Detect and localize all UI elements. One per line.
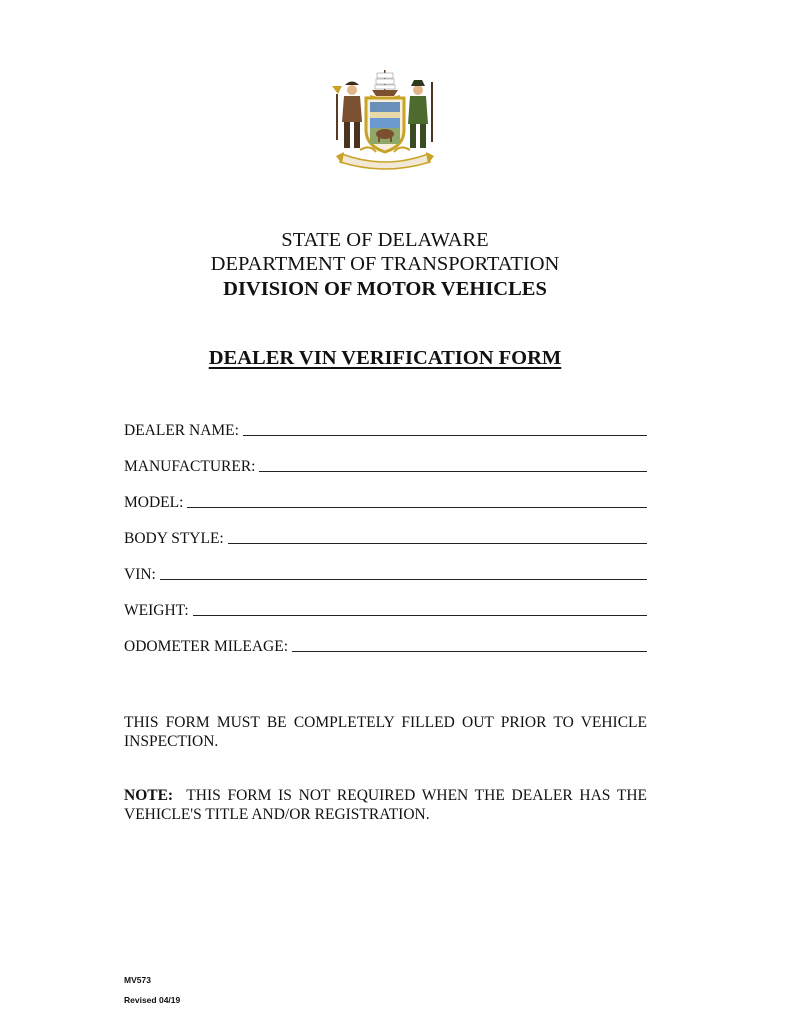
state-name: STATE OF DELAWARE xyxy=(281,229,489,251)
note-label: NOTE: xyxy=(124,787,174,804)
revision-date: Revised 04/19 xyxy=(124,995,181,1005)
dealer-name-field[interactable] xyxy=(124,418,647,440)
model-field[interactable] xyxy=(124,490,647,512)
form-title xyxy=(0,347,770,370)
manufacturer-input[interactable] xyxy=(259,457,647,472)
note-text xyxy=(124,786,647,824)
department-name: DEPARTMENT OF TRANSPORTATION xyxy=(210,253,560,275)
field-label: DEALER NAME: xyxy=(124,422,239,439)
note-body: THIS FORM IS NOT REQUIRED WHEN THE DEALER HAS THE VEHICLE'S TITLE AND/OR REGISTRATION. xyxy=(124,787,647,823)
manufacturer-field[interactable] xyxy=(124,454,647,476)
form-title-text: DEALER VIN VERIFICATION FORM xyxy=(208,347,562,369)
model-input[interactable] xyxy=(187,493,647,508)
field-label: MODEL: xyxy=(124,494,184,511)
dealer-name-input[interactable] xyxy=(243,421,647,436)
weight-field[interactable] xyxy=(124,598,647,620)
delaware-state-seal-icon xyxy=(330,68,440,172)
odometer-mileage-input[interactable] xyxy=(292,637,647,652)
form-number: MV573 xyxy=(124,975,151,985)
weight-input[interactable] xyxy=(193,601,647,616)
vin-input[interactable] xyxy=(160,565,647,580)
instruction-text xyxy=(124,713,647,751)
field-label: ODOMETER MILEAGE: xyxy=(124,638,289,655)
field-label: BODY STYLE: xyxy=(124,530,224,547)
division-name: DIVISION OF MOTOR VEHICLES xyxy=(223,278,547,300)
field-label: MANUFACTURER: xyxy=(124,458,256,475)
vin-field[interactable] xyxy=(124,562,647,584)
body-style-field[interactable] xyxy=(124,526,647,548)
instruction-body: THIS FORM MUST BE COMPLETELY FILLED OUT PRIOR TO VEHICLE INSPECTION. xyxy=(124,714,647,750)
field-label: VIN: xyxy=(124,566,156,583)
field-label: WEIGHT: xyxy=(124,602,189,619)
body-style-input[interactable] xyxy=(228,529,647,544)
odometer-mileage-field[interactable] xyxy=(124,634,647,656)
